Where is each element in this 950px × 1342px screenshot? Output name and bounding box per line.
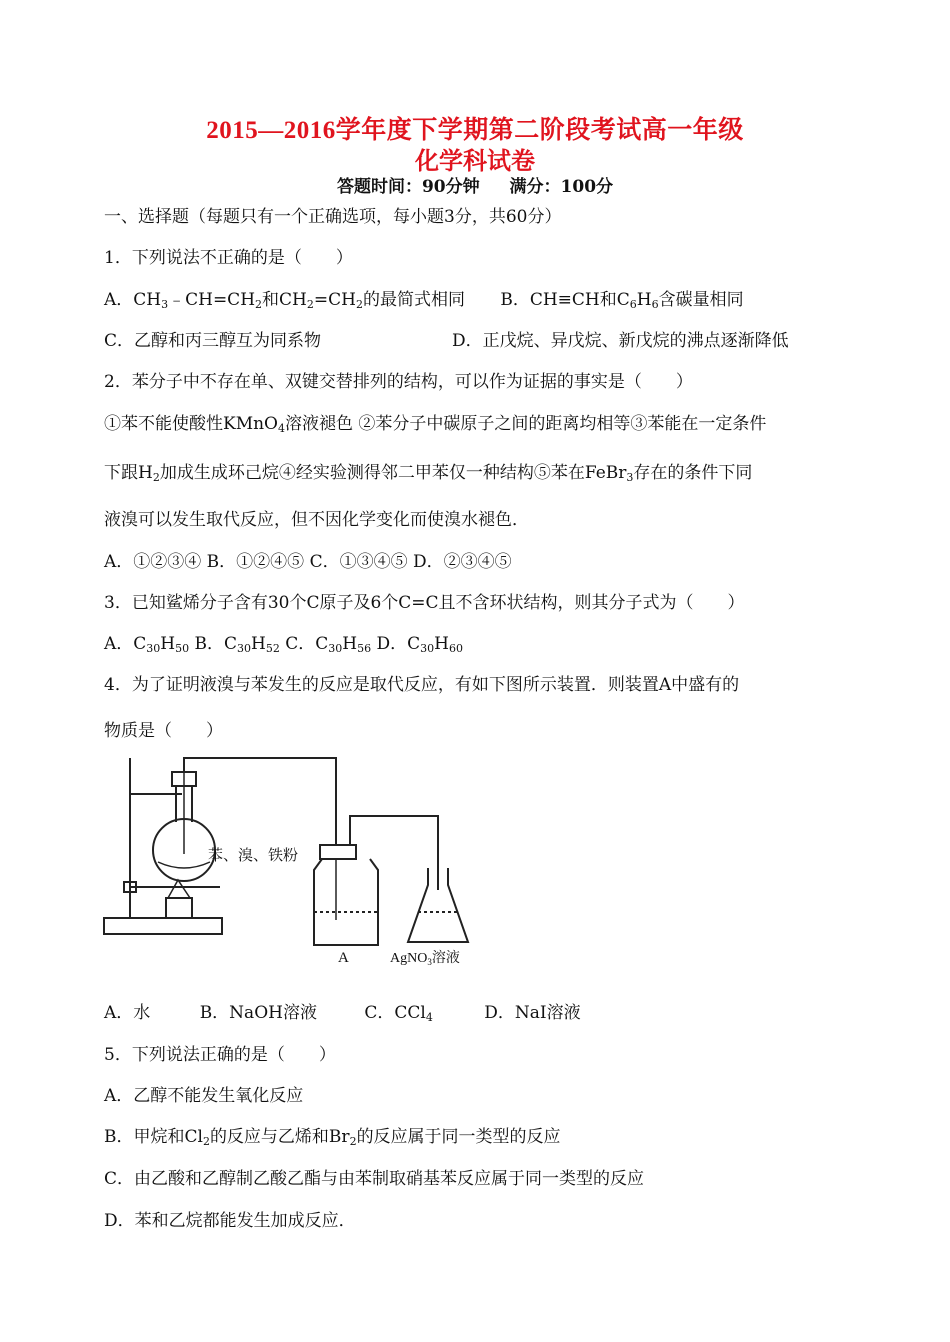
q4-option-b: B．NaOH溶液 [199, 1003, 317, 1023]
q2-statement-line1: ①苯不能使酸性KMnO$_4$溶液褪色 ②苯分子中碳原子之间的距离均相等③苯能在一定条件 [104, 414, 767, 435]
q4-stem-line2: 物质是（ ） [104, 721, 223, 741]
exam-time: 答题时间：90分钟 [336, 177, 480, 197]
q4-options [104, 998, 581, 1024]
q1-option-d: D．正戊烷、异戊烷、新戊烷的沸点逐渐降低 [452, 331, 789, 351]
q2-stem: 2．苯分子中不存在单、双键交替排列的结构，可以作为证据的事实是（ ） [104, 372, 693, 392]
delivery-tube-1 [184, 758, 340, 845]
delivery-tube-2 [350, 816, 438, 890]
apparatus-figure [100, 750, 500, 970]
exam-meta [0, 172, 950, 197]
q5-option-c: C．由乙酸和乙醇制乙酸乙酯与由苯制取硝基苯反应属于同一类型的反应 [104, 1169, 645, 1189]
bottle-a-stopper [320, 845, 356, 859]
q5-option-b: B．甲烷和$Cl_2$的反应与乙烯和$Br_2$的反应属于同一类型的反应 [104, 1127, 561, 1148]
q5-option-a: A．乙醇不能发生氧化反应 [104, 1086, 304, 1106]
q5-option-d: D．苯和乙烷都能发生加成反应． [104, 1211, 356, 1231]
q1-option-c: C．乙醇和丙三醇互为同系物 [104, 331, 322, 351]
exam-title: 2015—2016学年度下学期第二阶段考试高一年级 [206, 117, 744, 144]
exam-subtitle: 化学科试卷 [415, 149, 535, 175]
q1-stem: 1．下列说法不正确的是（ ） [104, 248, 353, 268]
flask-label: 苯、溴、铁粉 [208, 848, 299, 864]
section-heading: 一、选择题（每题只有一个正确选项，每小题3分，共60分） [104, 207, 562, 227]
q2-options: A．①②③④ B．①②④⑤ C．①③④⑤ D．②③④⑤ [104, 552, 512, 572]
q4-option-c: C．CCl$_4$ [364, 1003, 433, 1024]
q2-statement-line2: 下跟$H_2$加成生成环己烷④经实验测得邻二甲苯仅一种结构⑤苯在FeBr$_3$存在的条件下同 [104, 463, 753, 484]
q1-option-b: B．CH≡CH和$C_6H_6$含碳量相同 [500, 290, 744, 311]
q3-option-c: C．$C_{30}H_{56}$ [285, 634, 372, 655]
stand-base [104, 918, 222, 934]
burner-flame [168, 880, 190, 898]
q2-statement-line3: 液溴可以发生取代反应，但不因化学变化而使溴水褪色． [104, 510, 529, 530]
q5-stem: 5．下列说法正确的是（ ） [104, 1045, 336, 1065]
bottle-a-label: A [338, 950, 349, 966]
q3-option-b: B．$C_{30}H_{52}$ [194, 634, 280, 655]
q4-stem-line1: 4．为了证明液溴与苯发生的反应是取代反应，有如下图所示装置．则装置A中盛有的 [104, 675, 740, 695]
q3-stem: 3．已知鲨烯分子含有30个C原子及6个C=C且不含环状结构，则其分子式为（ ） [104, 593, 745, 613]
exam-score: 满分：100分 [509, 177, 614, 197]
q1-option-a: A．$CH_3﹣CH=CH_2$和$CH_2=CH_2$的最简式相同 [104, 290, 465, 311]
q4-option-d: D．NaI溶液 [484, 1003, 581, 1023]
q3-option-a: A．$C_{30}H_{50}$ [104, 634, 190, 655]
q4-option-a: A．水 [104, 1003, 151, 1023]
q1-options-ab [104, 285, 744, 311]
bottle-a [314, 859, 378, 945]
burner [166, 898, 192, 918]
q3-options [104, 629, 463, 655]
agno3-label: AgNO$_3$溶液 [390, 951, 460, 967]
q3-option-d: D．$C_{30}H_{60}$ [376, 634, 463, 655]
